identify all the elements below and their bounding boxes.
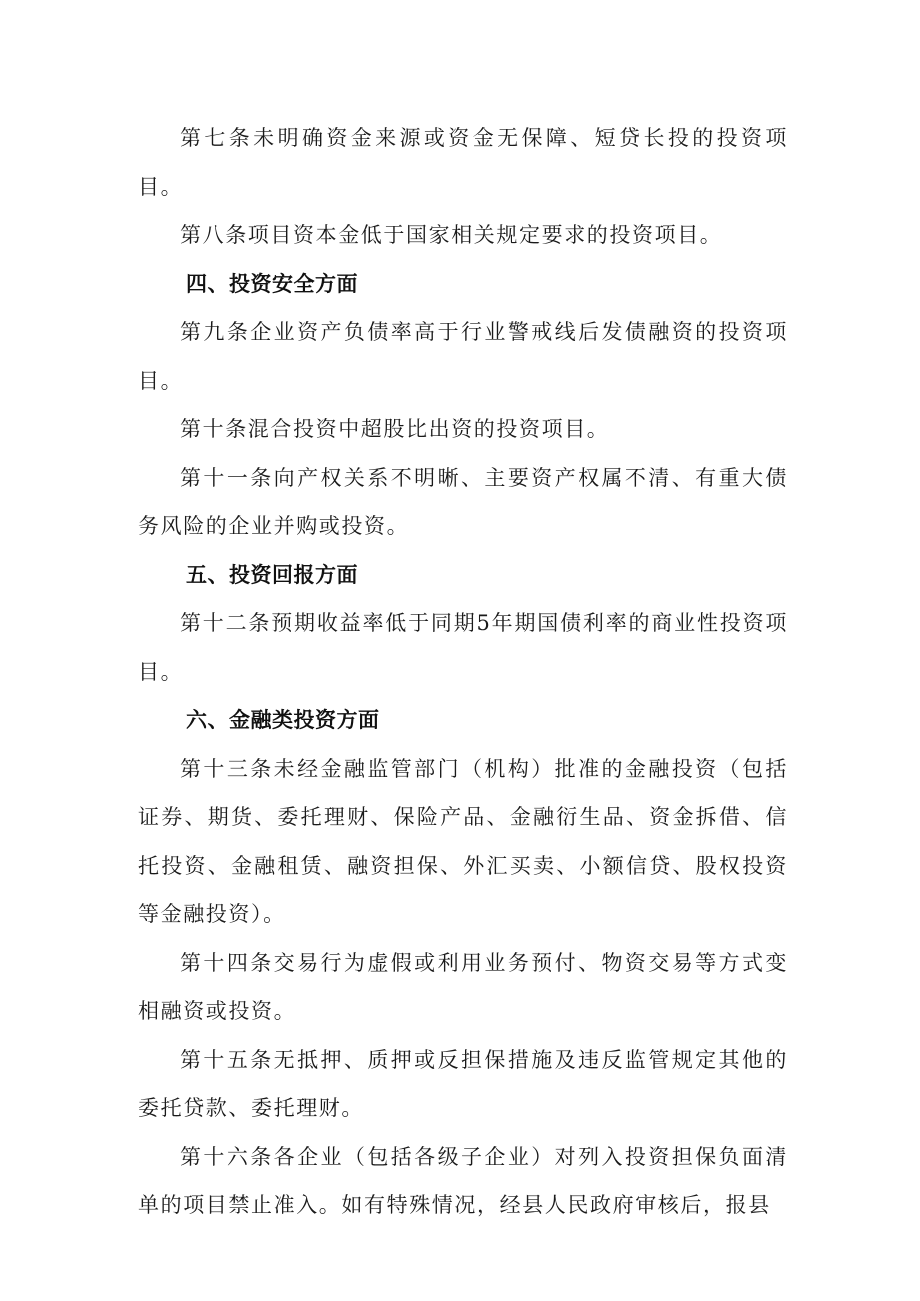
section-heading-investment-return: 五、投资回报方面 xyxy=(186,562,358,587)
article-9: 第九条企业资产负债率高于行业警戒线后发债融资的投资项目。 xyxy=(138,320,788,393)
article-12: 第十二条预期收益率低于同期5年期国债利率的商业性投资项目。 xyxy=(138,611,788,684)
article-15: 第十五条无抵押、质押或反担保措施及违反监管规定其他的委托贷款、委托理财。 xyxy=(138,1047,788,1120)
article-7: 第七条未明确资金来源或资金无保障、短贷长投的投资项目。 xyxy=(138,126,788,199)
article-8: 第八条项目资本金低于国家相关规定要求的投资项目。 xyxy=(180,223,723,247)
document-body xyxy=(138,114,788,1230)
section-heading-investment-safety: 四、投资安全方面 xyxy=(186,271,358,296)
article-11: 第十一条向产权关系不明晰、主要资产权属不清、有重大债务风险的企业并购或投资。 xyxy=(138,465,788,538)
article-14: 第十四条交易行为虚假或利用业务预付、物资交易等方式变相融资或投资。 xyxy=(138,950,788,1023)
article-10: 第十条混合投资中超股比出资的投资项目。 xyxy=(180,417,610,441)
article-16: 第十六条各企业（包括各级子企业）对列入投资担保负面清单的项目禁止准入。如有特殊情况，经县人民政府审核后，报县 xyxy=(138,1144,788,1217)
article-13: 第十三条未经金融监管部门（机构）批准的金融投资（包括证券、期货、委托理财、保险产品、金融衍生品、资金拆借、信托投资、金融租赁、融资担保、外汇买卖、小额信贷、股权投资等金融投资）。 xyxy=(138,756,788,926)
section-heading-financial-investment: 六、金融类投资方面 xyxy=(186,708,380,732)
